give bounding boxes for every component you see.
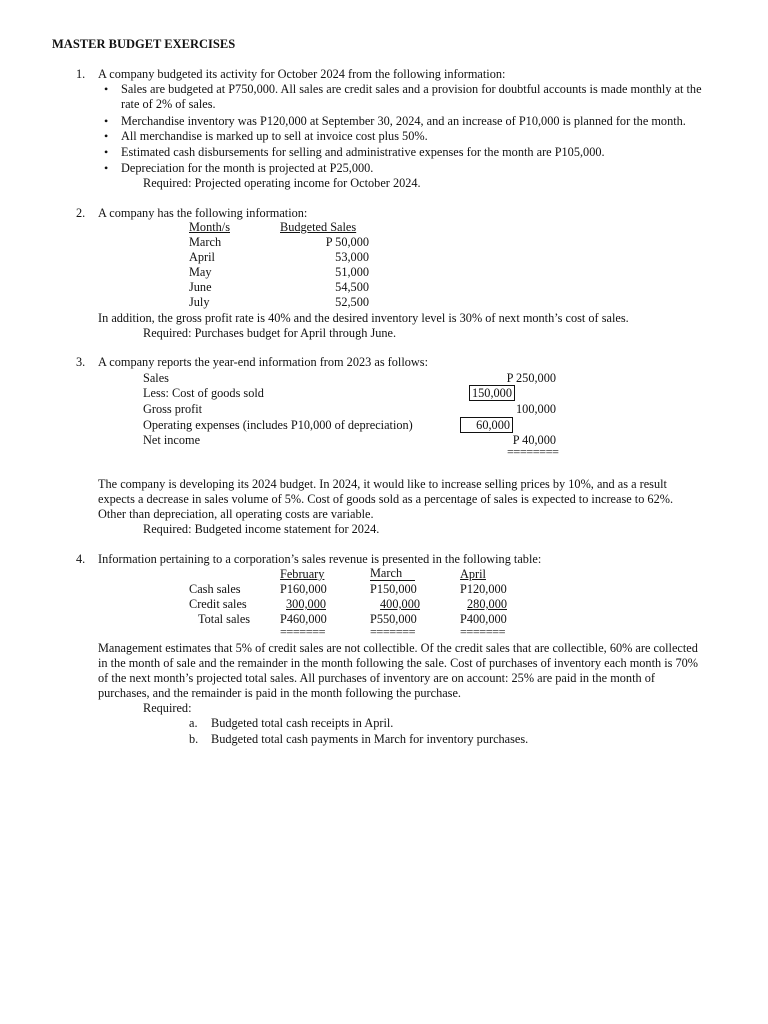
q4-header-month: April — [460, 567, 486, 581]
q3-number: 3. — [76, 355, 86, 369]
q3-paragraph-line-2: expects a decrease in sales volume of 5%. Cost of goods sold as a percentage of sales is expected to increase to 62%. — [98, 492, 674, 506]
q2-intro: A company has the following information: — [98, 206, 308, 220]
q4-header-month: February — [280, 567, 325, 581]
bullet-icon: • — [104, 114, 109, 128]
q4-credit-sales-value: 300,000 — [286, 597, 326, 611]
q2-row-month: March — [189, 235, 222, 249]
q4-total-sales-label: Total sales — [198, 612, 251, 626]
q4-credit-sales-label: Credit sales — [189, 597, 247, 611]
q4-total-sales-value: P550,000 — [370, 612, 417, 626]
q1-bullet-5: Depreciation for the month is projected at P25,000. — [121, 161, 374, 175]
q4-paragraph-line-2: in the month of sale and the remainder in the month following the sale. Cost of purchases of inventory each month is 70% — [98, 656, 699, 670]
q1-bullet-4: Estimated cash disbursements for selling and administrative expenses for the month are P105,000. — [121, 145, 605, 159]
q3-gross-profit-label: Gross profit — [143, 402, 203, 416]
q2-number: 2. — [76, 206, 86, 220]
q4-cash-sales-value: P160,000 — [280, 582, 327, 596]
q3-intro: A company reports the year-end information from 2023 as follows: — [98, 355, 428, 369]
q2-row-sales: 52,500 — [335, 295, 369, 309]
q2-row-month: April — [189, 250, 215, 264]
q2-row-sales: 53,000 — [335, 250, 369, 264]
q4-item-b-label: b. — [189, 732, 199, 746]
bullet-icon: • — [104, 82, 109, 96]
q4-paragraph-line-1: Management estimates that 5% of credit sales are not collectible. Of the credit sales that are collectible, 60% are collected — [98, 641, 698, 655]
q3-gross-profit-value: 100,000 — [516, 402, 556, 416]
q3-double-rule: ======== — [507, 445, 559, 459]
q3-net-income-label: Net income — [143, 433, 201, 447]
q2-required: Required: Purchases budget for April through June. — [143, 326, 397, 340]
q2-note: In addition, the gross profit rate is 40% and the desired inventory level is 30% of next month’s cost of sales. — [98, 311, 629, 325]
q2-row-sales: 54,500 — [335, 280, 369, 294]
q4-double-rule: ======= — [460, 625, 506, 639]
q4-credit-sales-value: 280,000 — [467, 597, 507, 611]
q4-item-b-text: Budgeted total cash payments in March for inventory purchases. — [211, 732, 529, 746]
page-title: MASTER BUDGET EXERCISES — [52, 37, 236, 51]
bullet-icon: • — [104, 145, 109, 159]
q1-number: 1. — [76, 67, 86, 81]
q3-cogs-label: Less: Cost of goods sold — [143, 386, 264, 400]
q4-header-month: March — [370, 567, 415, 581]
q4-cash-sales-value: P120,000 — [460, 582, 507, 596]
q4-total-sales-value: P400,000 — [460, 612, 507, 626]
q1-required: Required: Projected operating income for October 2024. — [143, 176, 421, 190]
q4-double-rule: ======= — [370, 625, 416, 639]
q1-bullet-1-line-1: Sales are budgeted at P750,000. All sales are credit sales and a provision for doubtful accounts is made monthly at the — [121, 82, 702, 96]
q2-col-month-header: Month/s — [189, 220, 230, 234]
q4-number: 4. — [76, 552, 86, 566]
q4-item-a-text: Budgeted total cash receipts in April. — [211, 716, 394, 730]
q2-row-month: July — [189, 295, 210, 309]
q2-row-sales: 51,000 — [335, 265, 369, 279]
bullet-icon: • — [104, 161, 109, 175]
q1-bullet-1-line-2: rate of 2% of sales. — [121, 97, 216, 111]
q1-bullet-3: All merchandise is marked up to sell at invoice cost plus 50%. — [121, 129, 428, 143]
q4-paragraph-line-4: purchases, and the remainder is paid in the month following the purchase. — [98, 686, 461, 700]
q1-intro: A company budgeted its activity for October 2024 from the following information: — [98, 67, 506, 81]
q3-paragraph-line-3: Other than depreciation, all operating costs are variable. — [98, 507, 374, 521]
q3-opex-value: 60,000 — [460, 417, 513, 433]
q3-paragraph-line-1: The company is developing its 2024 budget. In 2024, it would like to increase selling prices by 10%, and as a result — [98, 477, 667, 491]
q4-credit-sales-value: 400,000 — [380, 597, 420, 611]
q4-item-a-label: a. — [189, 716, 198, 730]
q4-required: Required: — [143, 701, 192, 715]
q3-sales-label: Sales — [143, 371, 169, 385]
q3-cogs-value: 150,000 — [469, 385, 515, 401]
bullet-icon: • — [104, 129, 109, 143]
q2-row-month: May — [189, 265, 212, 279]
q2-row-sales: P 50,000 — [325, 235, 369, 249]
q4-intro: Information pertaining to a corporation’s sales revenue is presented in the following table: — [98, 552, 542, 566]
q2-row-month: June — [189, 280, 212, 294]
q4-cash-sales-value: P150,000 — [370, 582, 417, 596]
q3-sales-value: P 250,000 — [506, 371, 556, 385]
q4-total-sales-value: P460,000 — [280, 612, 327, 626]
q2-col-sales-header: Budgeted Sales — [280, 220, 357, 234]
q4-paragraph-line-3: of the next month’s projected total sales. All purchases of inventory are on account: 25% are paid in the month of — [98, 671, 655, 685]
q4-double-rule: ======= — [280, 625, 326, 639]
q4-cash-sales-label: Cash sales — [189, 582, 241, 596]
q3-required: Required: Budgeted income statement for 2024. — [143, 522, 380, 536]
q1-bullet-2: Merchandise inventory was P120,000 at September 30, 2024, and an increase of P10,000 is planned for the month. — [121, 114, 686, 128]
q3-net-income-value: P 40,000 — [512, 433, 556, 447]
q3-opex-label: Operating expenses (includes P10,000 of depreciation) — [143, 418, 413, 432]
